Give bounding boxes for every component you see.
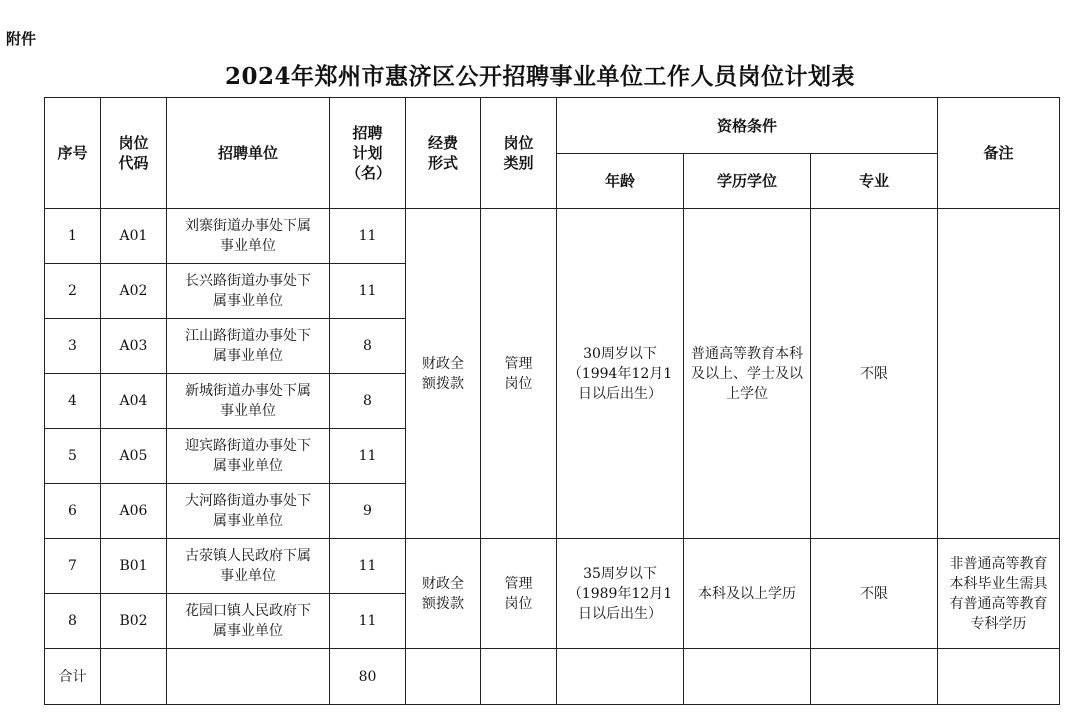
group-b-remarks: 非普通高等教育本科毕业生需具有普通高等教育专科学历 — [938, 539, 1060, 649]
total-empty-cell — [811, 649, 938, 705]
row-plan: 11 — [330, 429, 406, 484]
row-unit: 花园口镇人民政府下属事业单位 — [167, 594, 330, 649]
header-funding: 经费形式 — [406, 98, 481, 209]
group-a-major: 不限 — [811, 209, 938, 539]
header-age: 年龄 — [557, 154, 684, 209]
group-b-major: 不限 — [811, 539, 938, 649]
total-empty-cell — [938, 649, 1060, 705]
row-code: A01 — [101, 209, 167, 264]
header-major: 专业 — [811, 154, 938, 209]
row-unit: 长兴路街道办事处下属事业单位 — [167, 264, 330, 319]
row-code: A06 — [101, 484, 167, 539]
total-empty-cell — [557, 649, 684, 705]
group-a-education: 普通高等教育本科及以上、学士及以上学位 — [684, 209, 811, 539]
row-code: A03 — [101, 319, 167, 374]
position-plan-table — [44, 97, 1060, 705]
header-unit: 招聘单位 — [167, 98, 330, 209]
row-unit: 新城街道办事处下属事业单位 — [167, 374, 330, 429]
row-seq: 7 — [45, 539, 101, 594]
group-b-age: 35周岁以下（1989年12月1日以后出生） — [557, 539, 684, 649]
row-seq: 2 — [45, 264, 101, 319]
row-plan: 8 — [330, 374, 406, 429]
header-post-type: 岗位类别 — [481, 98, 557, 209]
header-remarks: 备注 — [938, 98, 1060, 209]
page-title: 2024年郑州市惠济区公开招聘事业单位工作人员岗位计划表 — [224, 63, 855, 90]
header-post-code: 岗位代码 — [101, 98, 167, 209]
row-plan: 11 — [330, 594, 406, 649]
row-code: B01 — [101, 539, 167, 594]
row-plan: 9 — [330, 484, 406, 539]
row-unit: 迎宾路街道办事处下属事业单位 — [167, 429, 330, 484]
row-seq: 6 — [45, 484, 101, 539]
header-qualification: 资格条件 — [557, 98, 938, 154]
row-unit: 江山路街道办事处下属事业单位 — [167, 319, 330, 374]
group-b-education: 本科及以上学历 — [684, 539, 811, 649]
row-seq: 3 — [45, 319, 101, 374]
row-code: A02 — [101, 264, 167, 319]
total-empty-cell — [406, 649, 481, 705]
row-unit: 古荥镇人民政府下属事业单位 — [167, 539, 330, 594]
row-plan: 8 — [330, 319, 406, 374]
header-seq: 序号 — [45, 98, 101, 209]
group-a-age: 30周岁以下（1994年12月1日以后出生） — [557, 209, 684, 539]
group-b-funding: 财政全额拨款 — [406, 539, 481, 649]
row-unit: 大河路街道办事处下属事业单位 — [167, 484, 330, 539]
total-empty-cell — [101, 649, 167, 705]
total-row — [45, 649, 1060, 705]
row-unit: 刘寨街道办事处下属事业单位 — [167, 209, 330, 264]
table-row — [45, 209, 1060, 264]
row-code: A04 — [101, 374, 167, 429]
attachment-label: 附件 — [6, 30, 37, 48]
row-code: A05 — [101, 429, 167, 484]
table-row — [45, 539, 1060, 594]
total-empty-cell — [167, 649, 330, 705]
header-row — [45, 98, 1060, 154]
group-b-post-type: 管理岗位 — [481, 539, 557, 649]
total-label: 合计 — [45, 649, 101, 705]
row-plan: 11 — [330, 539, 406, 594]
header-plan: 招聘计划（名） — [330, 98, 406, 209]
group-a-funding: 财政全额拨款 — [406, 209, 481, 539]
row-seq: 4 — [45, 374, 101, 429]
row-seq: 8 — [45, 594, 101, 649]
row-seq: 5 — [45, 429, 101, 484]
total-empty-cell — [481, 649, 557, 705]
group-a-post-type: 管理岗位 — [481, 209, 557, 539]
row-seq: 1 — [45, 209, 101, 264]
total-empty-cell — [684, 649, 811, 705]
row-plan: 11 — [330, 264, 406, 319]
row-code: B02 — [101, 594, 167, 649]
group-a-remarks — [938, 209, 1060, 539]
row-plan: 11 — [330, 209, 406, 264]
total-plan: 80 — [330, 649, 406, 705]
header-education: 学历学位 — [684, 154, 811, 209]
